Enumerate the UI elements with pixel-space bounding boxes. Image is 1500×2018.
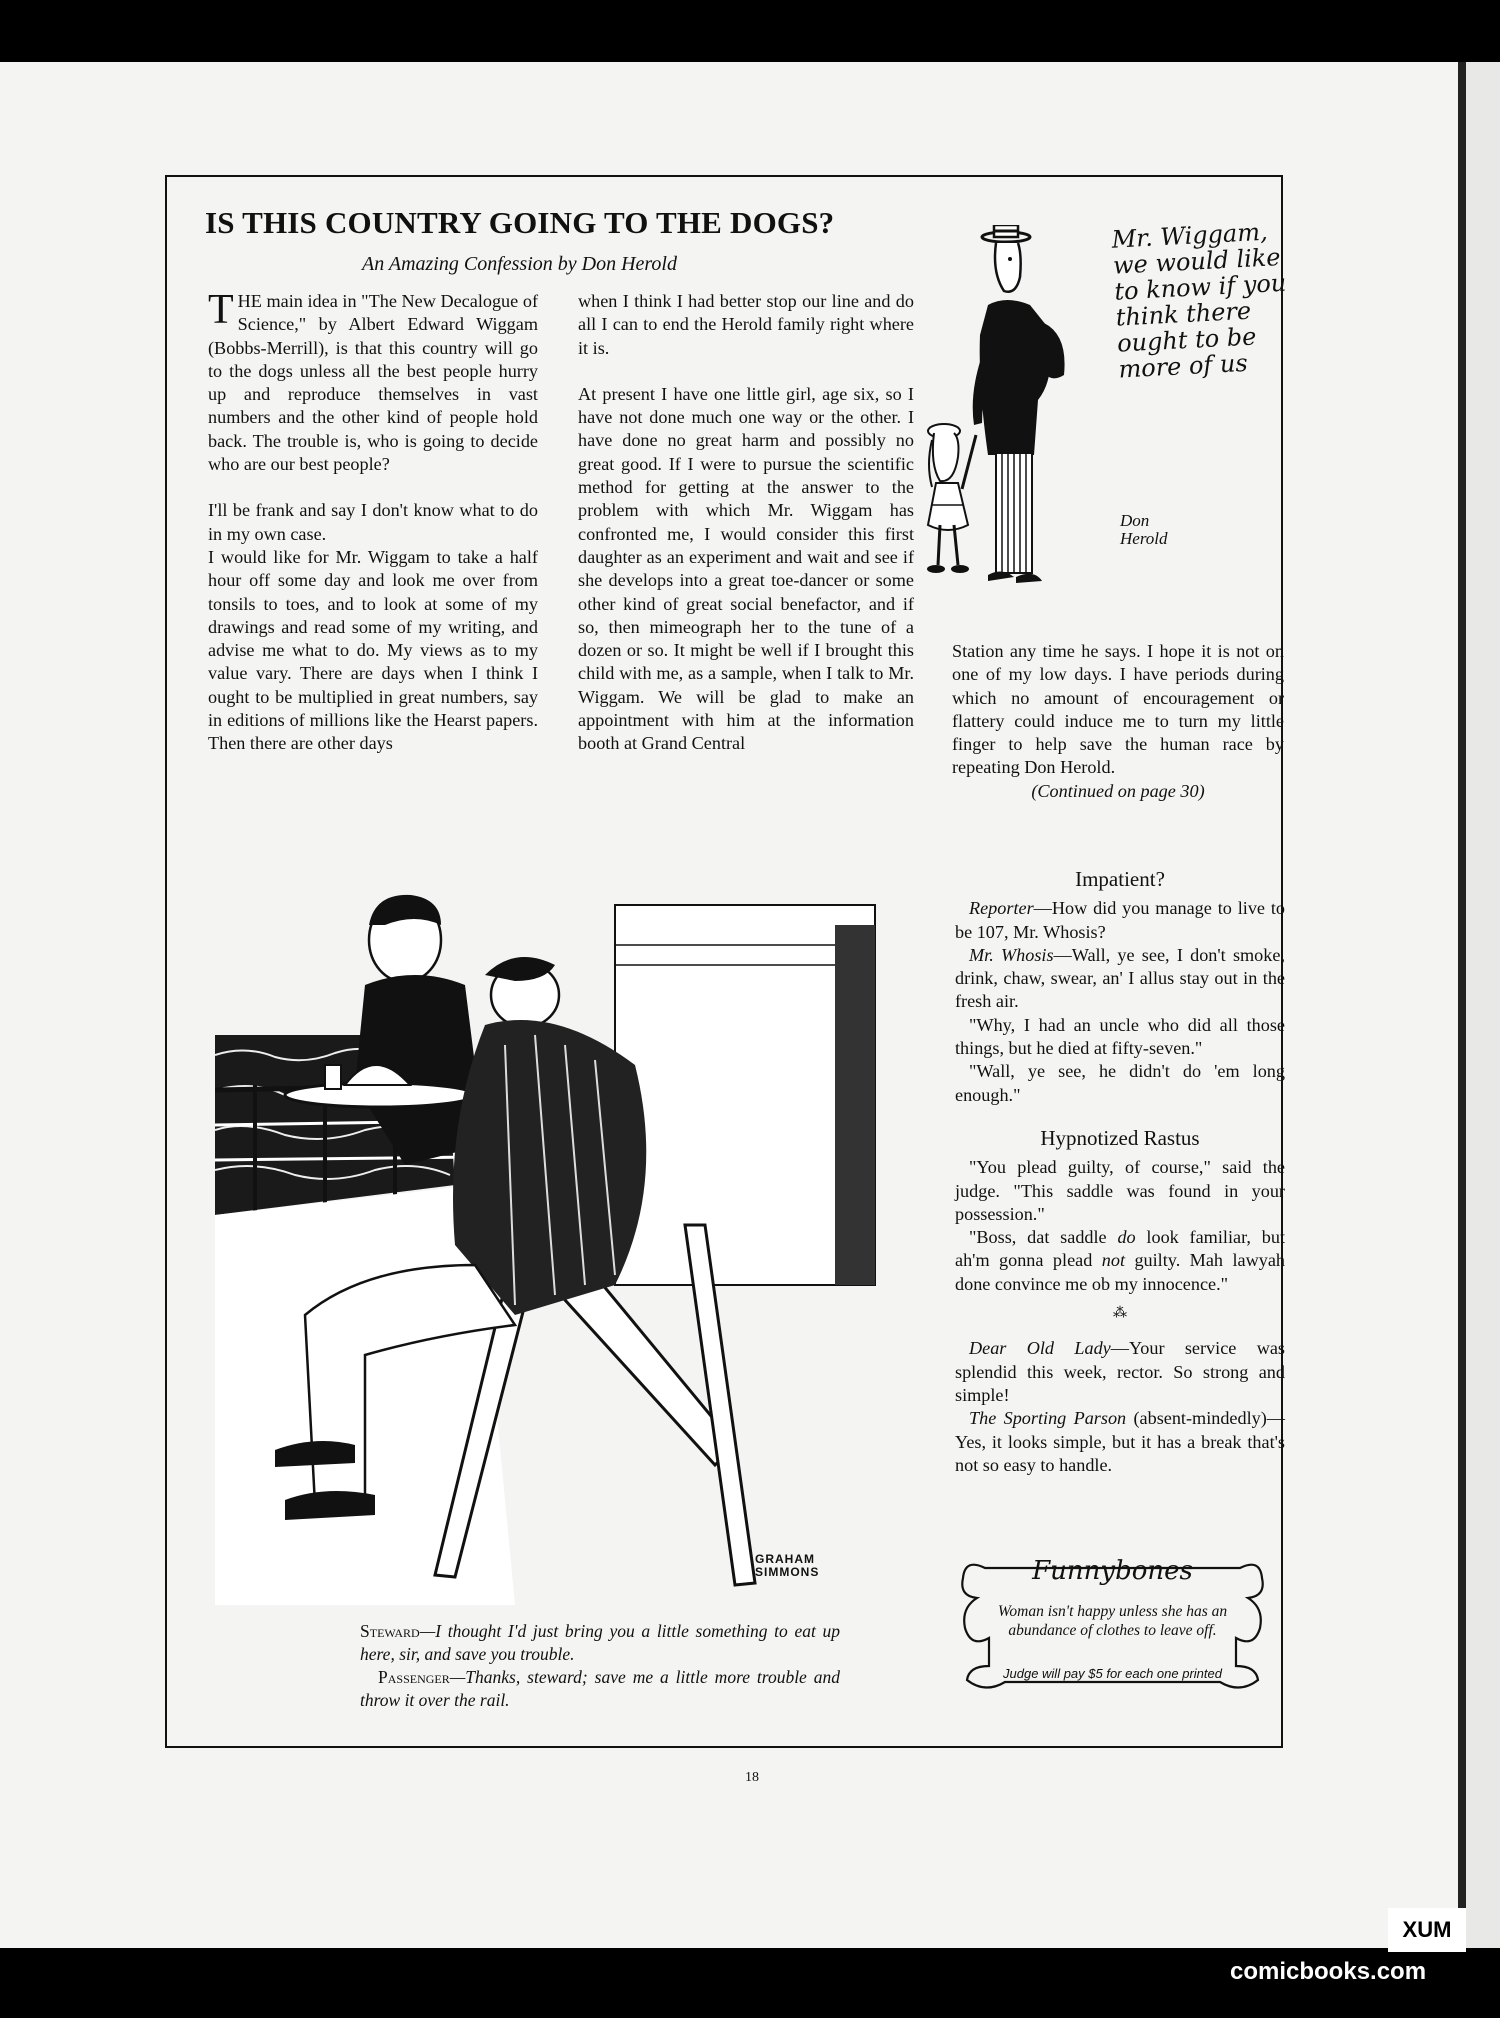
- joke-text: (absent-mindedly)—Yes, it looks simple, but it has a break that's not so easy to handle.: [955, 1408, 1285, 1475]
- paragraph: At present I have one little girl, age six, so I have not done much one way or the other. I have done no great harm and possibly no great good. If I were to pursue the scientific method for getting at the answer to the problem with which Mr. Wiggam has confronted me, I would consider this first daughter as an experiment and wait and see if she develops into a great toe-dancer or some other kind of great social benefactor, and if so, then mimeograph her to the tune of a dozen or so. It might be well if I brought this child with me, as a sample, when I talk to Mr. Wiggam. We will be glad to make an appointment with him at the information booth at Grand Central: [578, 383, 914, 754]
- joke-title: Hypnotized Rastus: [1040, 1125, 1200, 1150]
- caption-line: [360, 1666, 840, 1712]
- joke-text: —How did you manage to live to be 107, Mr. Whosis?: [955, 898, 1285, 942]
- signature-line: SIMMONS: [755, 1565, 820, 1579]
- funnybones-box: [955, 1548, 1270, 1693]
- joke-text: "Boss, dat saddle: [969, 1227, 1118, 1248]
- signature-line: GRAHAM: [755, 1552, 815, 1566]
- article-byline: An Amazing Confession by Don Herold: [362, 253, 677, 275]
- funnybones-title: Funnybones: [1032, 1556, 1193, 1586]
- site-logo: XUM: [1388, 1908, 1466, 1952]
- continued-note: (Continued on page 30): [1031, 780, 1205, 801]
- joke-line: [955, 1407, 1285, 1477]
- article-column-1: [208, 287, 538, 756]
- article-column-3: [952, 640, 1284, 803]
- emphasis: not: [1101, 1250, 1125, 1271]
- speaker: Mr. Whosis: [969, 944, 1054, 965]
- joke-title: Impatient?: [1075, 867, 1165, 891]
- facing-page-edge: [1466, 62, 1500, 1948]
- caption-text: —Thanks, steward; save me a little more trouble and throw it over the rail.: [360, 1667, 840, 1710]
- joke-line: "You plead guilty, of course," said the judge. "This saddle was found in your possession.": [955, 1157, 1285, 1224]
- cartoon-signature: [1120, 512, 1168, 548]
- page-number: 18: [745, 1770, 759, 1785]
- caption-speaker: Steward: [360, 1621, 420, 1641]
- paragraph: Station any time he says. I hope it is not on one of my low days. I have periods during which no amount of encouragement or flattery could induce me to turn my little finger to help save the human race by repeating Don Herold.: [952, 641, 1284, 778]
- funnybones-footer: Judge will pay $5 for each one printed: [1003, 1666, 1222, 1681]
- speaker: Dear Old Lady: [969, 1338, 1111, 1359]
- paragraph: HE main idea in "The New Decalogue of Science," by Albert Edward Wiggam (Bobbs-Merrill), is that this country will go to the dogs unless all the best people hurry up and reproduce themselves in vast numbers and the other kind of people hold back. The trouble is, who is going to decide who are our best people?: [208, 291, 538, 475]
- cartoon-caption: [360, 1620, 840, 1712]
- speaker: Reporter: [969, 898, 1034, 919]
- joke-line: "Why, I had an uncle who did all those things, but he died at fifty-seven.": [955, 1014, 1285, 1059]
- herold-cartoon: [918, 225, 1118, 605]
- joke-text: look familiar, but ah'm gonna plead: [955, 1227, 1285, 1271]
- joke-line: [955, 1226, 1285, 1296]
- signature-line: Herold: [1120, 529, 1168, 548]
- artist-signature: [755, 1553, 819, 1579]
- site-watermark: comicbooks.com: [1230, 1958, 1427, 1985]
- joke-line: [955, 897, 1285, 944]
- funnybones-joke: Woman isn't happy unless she has an abundance of clothes to leave off.: [997, 1603, 1228, 1639]
- page-spine: [1458, 62, 1466, 1948]
- article-title: IS THIS COUNTRY GOING TO THE DOGS?: [205, 205, 835, 240]
- caption-text: —I thought I'd just bring you a little something to eat up here, sir, and save you trouble.: [360, 1621, 840, 1664]
- joke-text: —Your service was splendid this week, rector. So strong and simple!: [955, 1338, 1285, 1405]
- paragraph: I would like for Mr. Wiggam to take a half hour off some day and look me over from tonsils to toes, and to look at some of my drawings and read some of my writing, and advise me what to do. My views as to my value vary. There are days when I think I ought to be multiplied in great numbers, say in editions of millions like the Hearst papers. Then there are other days: [208, 546, 538, 754]
- cartoon-speech: Mr. Wiggam, we would like to know if you think there ought to be more of us: [1110, 217, 1287, 384]
- section-stars: ⁂: [1113, 1306, 1127, 1322]
- joke-line: [955, 944, 1285, 1014]
- article-column-2: [578, 290, 914, 756]
- caption-line: [360, 1620, 840, 1666]
- caption-speaker: Passenger: [378, 1667, 450, 1687]
- deck-cartoon: [215, 885, 905, 1605]
- emphasis: do: [1117, 1227, 1136, 1248]
- jokes-section: [955, 852, 1285, 1477]
- signature-line: Don: [1120, 511, 1150, 530]
- joke-line: "Wall, ye see, he didn't do 'em long enough.": [955, 1061, 1285, 1105]
- joke-line: [955, 1337, 1285, 1407]
- paragraph: when I think I had better stop our line and do all I can to end the Herold family right where it is.: [578, 291, 914, 358]
- joke-text: guilty. Mah lawyah done convince me ob my innocence.": [955, 1250, 1285, 1294]
- joke-text: —Wall, ye see, I don't smoke, drink, chaw, swear, an' I allus stay out in the fresh air.: [955, 944, 1285, 1012]
- paragraph: I'll be frank and say I don't know what to do in my own case.: [208, 500, 538, 544]
- drop-cap: T: [208, 287, 234, 333]
- speaker: The Sporting Parson: [969, 1408, 1127, 1429]
